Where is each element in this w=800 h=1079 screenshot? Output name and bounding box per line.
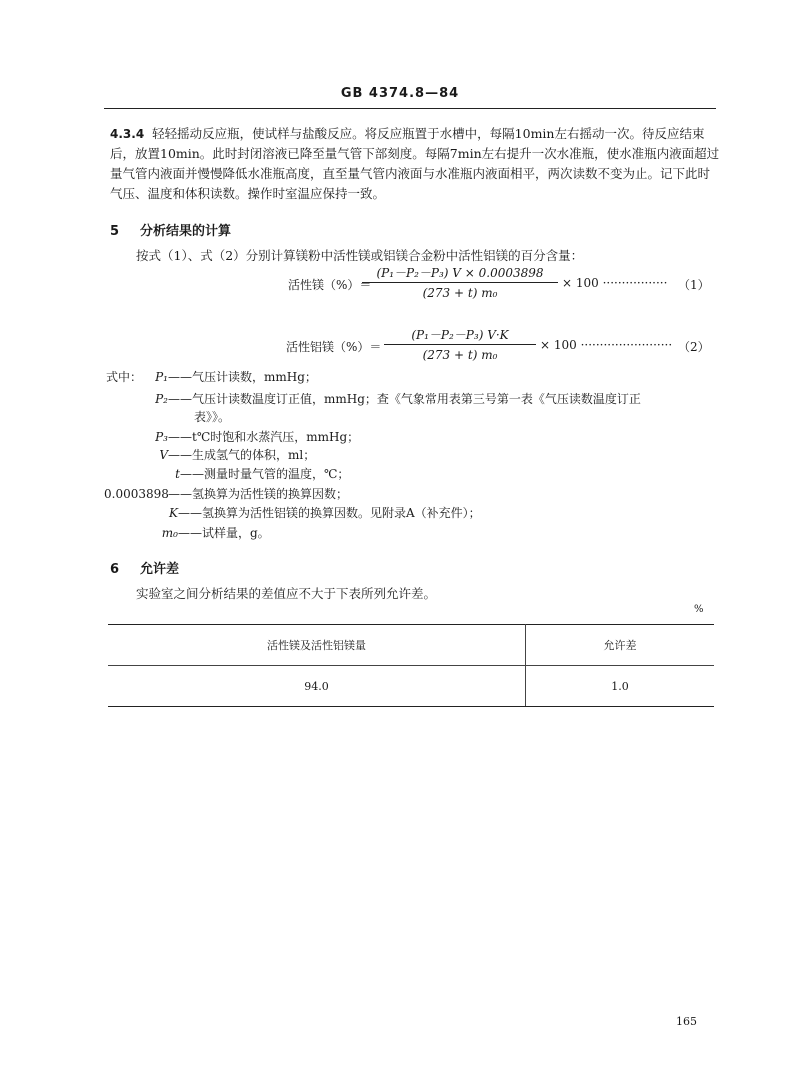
formula-2-lhs: 活性铝镁（%）＝ bbox=[286, 340, 382, 354]
definition-p1 bbox=[106, 368, 317, 385]
definition-symbol: t bbox=[175, 467, 180, 481]
definition-text: ——气压计读数，mmHg； bbox=[168, 370, 317, 384]
tolerance-table bbox=[108, 624, 714, 707]
standard-code-header: GB 4374.8—84 bbox=[340, 86, 460, 101]
definition-symbol: V bbox=[159, 448, 168, 462]
formula-1-lhs: 活性镁（%）＝ bbox=[288, 278, 372, 292]
table-cell-tolerance: 1.0 bbox=[526, 666, 715, 707]
definition-text: 表》》。 bbox=[194, 410, 231, 424]
definition-text: ——t℃时饱和水蒸汽压，mmHg； bbox=[168, 430, 360, 444]
table-cell-content: 94.0 bbox=[108, 666, 526, 707]
formula-1-fraction-bar bbox=[362, 282, 558, 283]
definition-text: ——生成氢气的体积，ml； bbox=[168, 448, 316, 462]
section-6-heading bbox=[110, 558, 179, 577]
definition-symbol: P₃ bbox=[155, 430, 168, 444]
section-6-intro: 实验室之间分析结果的差值应不大于下表所列允许差。 bbox=[136, 586, 437, 601]
definition-text: ——气压计读数温度订正值，mmHg；查《气象常用表第三号第一表《气压读数温度订正 bbox=[168, 392, 641, 406]
table-header-tolerance: 允许差 bbox=[526, 625, 715, 666]
clause-number: 4.3.4 bbox=[110, 127, 145, 141]
definition-symbol: m₀ bbox=[161, 526, 178, 540]
definition-p3 bbox=[106, 428, 359, 445]
section-5-intro: 按式（1）、式（2）分别计算镁粉中活性镁或铝镁合金粉中活性铝镁的百分含量： bbox=[136, 248, 584, 263]
definition-symbol: P₂ bbox=[155, 392, 168, 406]
definition-text: ——试样量，g。 bbox=[178, 526, 270, 540]
table-unit: % bbox=[694, 604, 704, 615]
definition-p2 bbox=[106, 390, 641, 407]
formula-1-denominator: (273 + t) m₀ bbox=[422, 286, 498, 300]
formula-2-numerator: (P₁－P₂－P₃) V·K bbox=[411, 328, 509, 342]
clause-4-3-4 bbox=[110, 124, 720, 204]
section-title: 分析结果的计算 bbox=[140, 224, 232, 239]
definition-text: ——测量时量气管的温度，℃； bbox=[180, 467, 350, 481]
formula-2-label: （2） bbox=[678, 340, 710, 354]
section-5-heading bbox=[110, 220, 231, 239]
section-title: 允许差 bbox=[140, 562, 180, 577]
table-row bbox=[108, 666, 714, 707]
definition-text: ——氢换算为活性铝镁的换算因数。见附录A（补充件）； bbox=[178, 506, 481, 520]
section-number: 5 bbox=[110, 224, 120, 239]
definition-symbol: K bbox=[169, 506, 178, 520]
where-label: 式中： bbox=[106, 370, 143, 384]
header-rule bbox=[104, 108, 716, 109]
definition-text: ——氢换算为活性镁的换算因数； bbox=[168, 487, 349, 501]
definition-m0 bbox=[106, 524, 270, 541]
formula-1-factor: × 100 ················· bbox=[562, 276, 668, 290]
definition-symbol: 0.0003898 bbox=[104, 487, 169, 501]
formula-2-factor: × 100 ························ bbox=[540, 338, 673, 352]
clause-text: 轻轻摇动反应瓶，使试样与盐酸反应。将反应瓶置于水槽中，每隔10min左右摇动一次。待反应结束后，放置10min。此时封闭溶液已降至量气管下部刻度。每隔7min左右提升一次水准瓶，使水准瓶内液面超过量气管内液面并慢慢降低水准瓶高度，直至量气管内液面与水准瓶内液面相平，两次读数不变为止。记下此时气压、温度和体积读数。操作时室温应保持一致。 bbox=[110, 126, 720, 201]
table-header-content: 活性镁及活性铝镁量 bbox=[108, 625, 526, 666]
page-number: 165 bbox=[676, 1015, 697, 1028]
section-number: 6 bbox=[110, 562, 120, 577]
definition-factor bbox=[104, 485, 348, 502]
formula-1-label: （1） bbox=[678, 278, 710, 292]
definition-p2-continued bbox=[106, 408, 230, 425]
definition-v bbox=[106, 446, 315, 463]
definition-k bbox=[106, 504, 481, 521]
table-header-row bbox=[108, 625, 714, 666]
definition-symbol: P₁ bbox=[155, 370, 168, 384]
formula-2-denominator: (273 + t) m₀ bbox=[422, 348, 498, 362]
definition-t bbox=[106, 465, 349, 482]
formula-1-numerator: (P₁－P₂－P₃) V × 0.0003898 bbox=[376, 266, 544, 280]
formula-2-fraction-bar bbox=[384, 344, 536, 345]
